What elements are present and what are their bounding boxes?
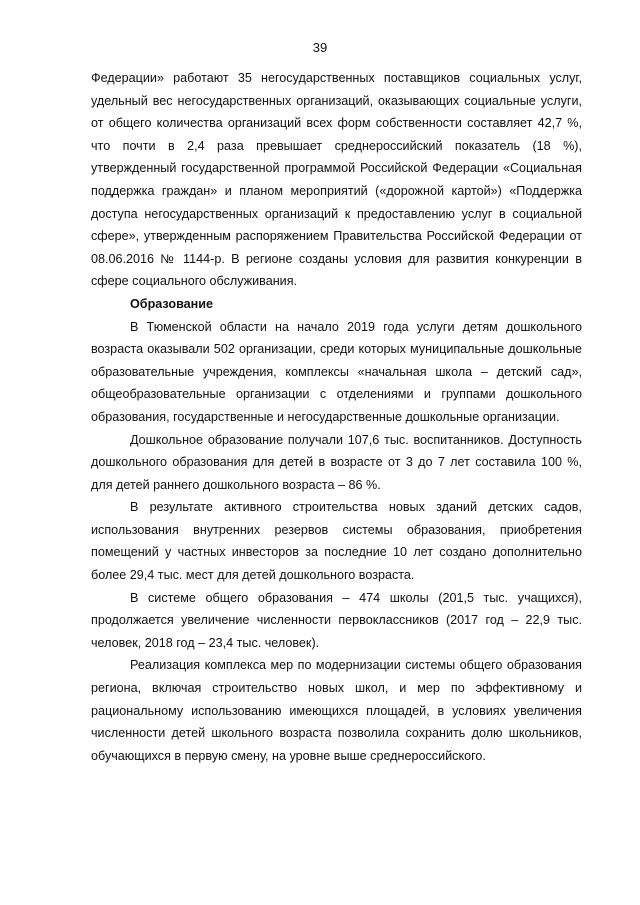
paragraph-general-education: В системе общего образования – 474 школы (201,5 тыс. учащихся), продолжается увеличение численности первоклассников (2017 год – 22,9 тыс. человек, 2018 год – 23,4 тыс. человек). [91, 590, 582, 650]
intro-paragraph: Федерации» работают 35 негосударственных поставщиков социальных услуг, удельный вес негосударственных организаций, оказывающих социальные услуги, от общего количества организаций всех форм собственности составляет 42,7 %, что почти в 2,4 раза превышает среднероссийский показатель (18 %), утвержденный государственной программой Российской Федерации «Социальная поддержка граждан» и планом мероприятий («дорожной картой») «Поддержка доступа негосударственных организаций к предоставлению услуг в социальной сфере», утвержденным распоряжением Правительства Российской Федерации от 08.06.2016 № 1144-р. В регионе созданы условия для развития конкуренции в сфере социального обслуживания. [91, 71, 582, 289]
paragraph-modernization: Реализация комплекса мер по модернизации системы общего образования региона, включая строительство новых школ, и мер по эффективному и рациональному использованию имеющихся площадей, в условиях увеличения численности детей школьного возраста позволила сохранить долю школьников, обучающихся в первую смену, на уровне выше среднероссийского. [91, 658, 582, 763]
document-body [91, 67, 582, 767]
section-heading: Образование [130, 296, 213, 311]
page-number: 39 [312, 40, 328, 55]
paragraph-preschool-coverage: Дошкольное образование получали 107,6 тыс. воспитанников. Доступность дошкольного образования для детей в возрасте от 3 до 7 лет составила 100 %, для детей раннего дошкольного возраста – 86 %. [91, 432, 582, 492]
paragraph-kindergarten-construction: В результате активного строительства новых зданий детских садов, использования внутренних резервов системы образования, приобретения помещений у частных инвесторов за последние 10 лет создано дополнительно более 29,4 тыс. мест для детей дошкольного возраста. [91, 500, 582, 583]
paragraph-preschool-organizations: В Тюменской области на начало 2019 года услуги детям дошкольного возраста оказывали 502 организации, среди которых муниципальные дошкольные образовательные учреждения, комплексы «начальная школа – детский сад», общеобразовательные организации с отделениями и группами дошкольного образования, государственные и негосударственные дошкольные организации. [91, 319, 582, 424]
